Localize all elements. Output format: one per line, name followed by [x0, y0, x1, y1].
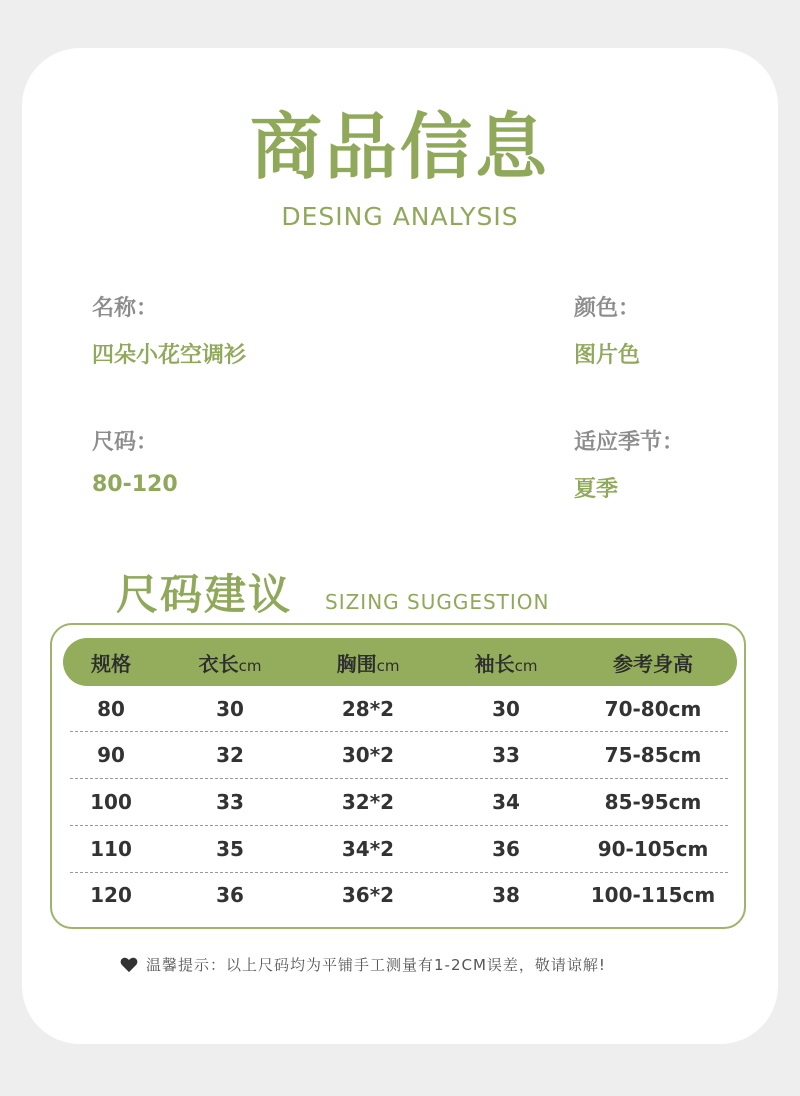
table-cell: 32 [216, 743, 244, 767]
row-divider [70, 872, 728, 873]
color-label: 颜色： [574, 296, 641, 321]
table-cell: 38 [492, 883, 520, 907]
size-label: 尺码： [92, 430, 159, 455]
table-cell: 35 [216, 837, 244, 861]
table-cell: 120 [90, 883, 132, 907]
size-section-title: 尺码建议 [116, 570, 293, 619]
header-cell-height: 参考身高 [613, 652, 693, 676]
table-cell: 33 [216, 790, 244, 814]
table-cell: 34 [492, 790, 520, 814]
table-cell: 34*2 [341, 837, 395, 861]
heart-icon [120, 957, 138, 973]
table-cell: 30 [216, 697, 244, 721]
size-section-subtitle: SIZING SUGGESTION [325, 590, 550, 614]
name-value: 四朵小花空调衫 [92, 343, 247, 368]
row-divider [70, 825, 728, 826]
table-cell: 100 [90, 790, 132, 814]
table-cell: 90 [97, 743, 125, 767]
page-title: 商品信息 [249, 105, 550, 189]
notice-text: 温馨提示：以上尺码均为平铺手工测量有1-2CM误差，敬请谅解! [146, 956, 606, 974]
table-cell: 36*2 [341, 883, 395, 907]
table-cell: 36 [492, 837, 520, 861]
table-cell: 80 [97, 697, 125, 721]
name-label: 名称： [92, 296, 159, 321]
header-cell-spec: 规格 [91, 652, 131, 676]
header-cell-length: 衣长cm [198, 652, 262, 676]
table-cell: 36 [216, 883, 244, 907]
table-cell: 33 [492, 743, 520, 767]
table-cell: 100-115cm [590, 883, 716, 907]
color-value: 图片色 [574, 343, 641, 368]
table-cell: 110 [90, 837, 132, 861]
page-subtitle: DESING ANALYSIS [281, 202, 519, 231]
row-divider [70, 731, 728, 732]
header-cell-sleeve: 袖长cm [474, 652, 538, 676]
season-label: 适应季节： [574, 430, 685, 455]
table-cell: 28*2 [341, 697, 395, 721]
table-cell: 75-85cm [604, 743, 702, 767]
season-value: 夏季 [574, 477, 619, 502]
row-divider [70, 778, 728, 779]
table-cell: 30 [492, 697, 520, 721]
table-cell: 90-105cm [597, 837, 709, 861]
table-cell: 32*2 [341, 790, 395, 814]
table-cell: 30*2 [341, 743, 395, 767]
size-notice [120, 954, 606, 975]
table-cell: 70-80cm [604, 697, 702, 721]
table-cell: 85-95cm [604, 790, 702, 814]
size-value: 80-120 [92, 472, 178, 497]
header-cell-chest: 胸围cm [336, 652, 400, 676]
